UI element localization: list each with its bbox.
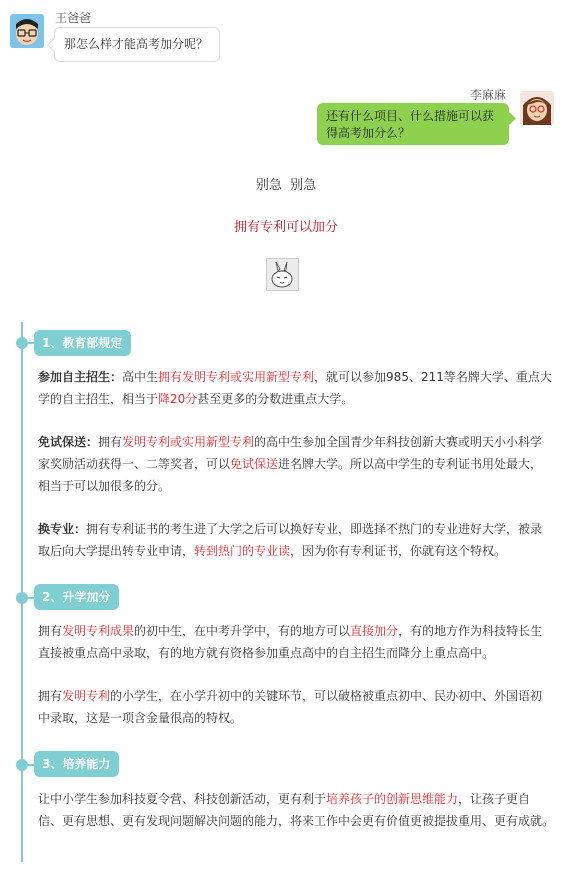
highlight-minus-20: 降20分 — [158, 392, 198, 406]
mom-avatar — [520, 91, 554, 125]
highlight-invention-patent: 拥有发明专利或实用新型专利 — [158, 370, 315, 384]
paragraph-change-major — [38, 518, 554, 562]
paragraph-independent-admission — [38, 366, 554, 410]
highlight-innovation: 培养孩子的创新思维能力 — [326, 792, 459, 806]
highlight-direct-bonus: 直接加分 — [350, 624, 399, 638]
dad-avatar — [10, 14, 44, 48]
text: ，让孩子更自信、更有思想、更有发现问题解决问题的能力，将来工作中会更有价值更被提拔重用、更有成就。 — [38, 792, 555, 828]
text: 进名牌大学。所以高中学生的专利证书用处最大，相当于可以加很多的分。 — [38, 457, 543, 493]
label-exam-free: 免试保送： — [38, 435, 99, 449]
text: 拥有 — [38, 624, 63, 638]
highlight-patent: 发明专利或实用新型专利 — [122, 435, 255, 449]
mom-name: 李麻麻 — [470, 88, 507, 102]
text: 拥有专利证书的考生进了大学之后可以换好专业，即选择不热门的专业进好大学，被录取后向大学提出转专业申请， — [38, 522, 543, 558]
label-change-major: 换专业： — [38, 522, 87, 536]
paragraph-middle-school — [38, 620, 554, 664]
dad-message-bubble: 那怎么样才能高考加分呢？ — [54, 27, 220, 62]
text: 拥有 — [98, 435, 123, 449]
section-heading-education-rules: 1、教育部规定 — [34, 330, 131, 356]
reply-patent-bonus: 拥有专利可以加分 — [233, 220, 338, 235]
text: 的高中生参加全国青少年科技创新大赛或明天小小科学家奖励活动获得一、二等奖者，可以 — [38, 435, 543, 471]
label-independent-admission: 参加自主招生： — [38, 370, 123, 384]
highlight-invention: 发明专利 — [62, 689, 111, 703]
text: 的小学生，在小学升初中的关键环节，可以破格被重点初中、民办初中、外国语初中录取，这是一项含金量很高的特权。 — [38, 689, 543, 725]
paragraph-exam-free — [38, 431, 554, 497]
highlight-exam-free: 免试保送 — [230, 457, 279, 471]
timeline-connector — [22, 764, 34, 766]
text: 让中小学生参加科技夏令营、科技创新活动，更有利于 — [38, 792, 327, 806]
text: ，就可以参加985、211等名牌大学、重点大学的自主招生，相当于 — [38, 370, 552, 406]
text: ，因为你有专利证书，你就有这个特权。 — [290, 544, 507, 558]
dad-name: 王爸爸 — [55, 11, 92, 25]
text: 拥有 — [38, 689, 63, 703]
timeline-connector — [22, 597, 34, 599]
reply-wait: 别急 别急 — [255, 178, 317, 193]
text: ，有的地方作为科技特长生直接被重点高中录取，有的地方就有资格参加重点高中的自主招生而降分上重点高中。 — [38, 624, 543, 660]
highlight-popular-major: 转到热门的专业读 — [194, 544, 291, 558]
section-heading-ability: 3、培养能力 — [34, 751, 119, 777]
text: 高中生 — [122, 370, 159, 384]
highlight-patent-results: 发明专利成果 — [62, 624, 135, 638]
timeline-connector — [22, 342, 34, 344]
text: 甚至更多的分数进重点大学。 — [197, 392, 354, 406]
paragraph-primary-school — [38, 685, 554, 729]
section-heading-admission-bonus: 2、升学加分 — [34, 584, 119, 610]
text: 的初中生，在中考升学中，有的地方可以 — [134, 624, 351, 638]
mom-message-bubble: 还有什么项目、什么措施可以获得高考加分么？ — [317, 103, 509, 145]
paragraph-ability — [38, 788, 554, 832]
rabbit-sticker-icon — [266, 258, 299, 291]
